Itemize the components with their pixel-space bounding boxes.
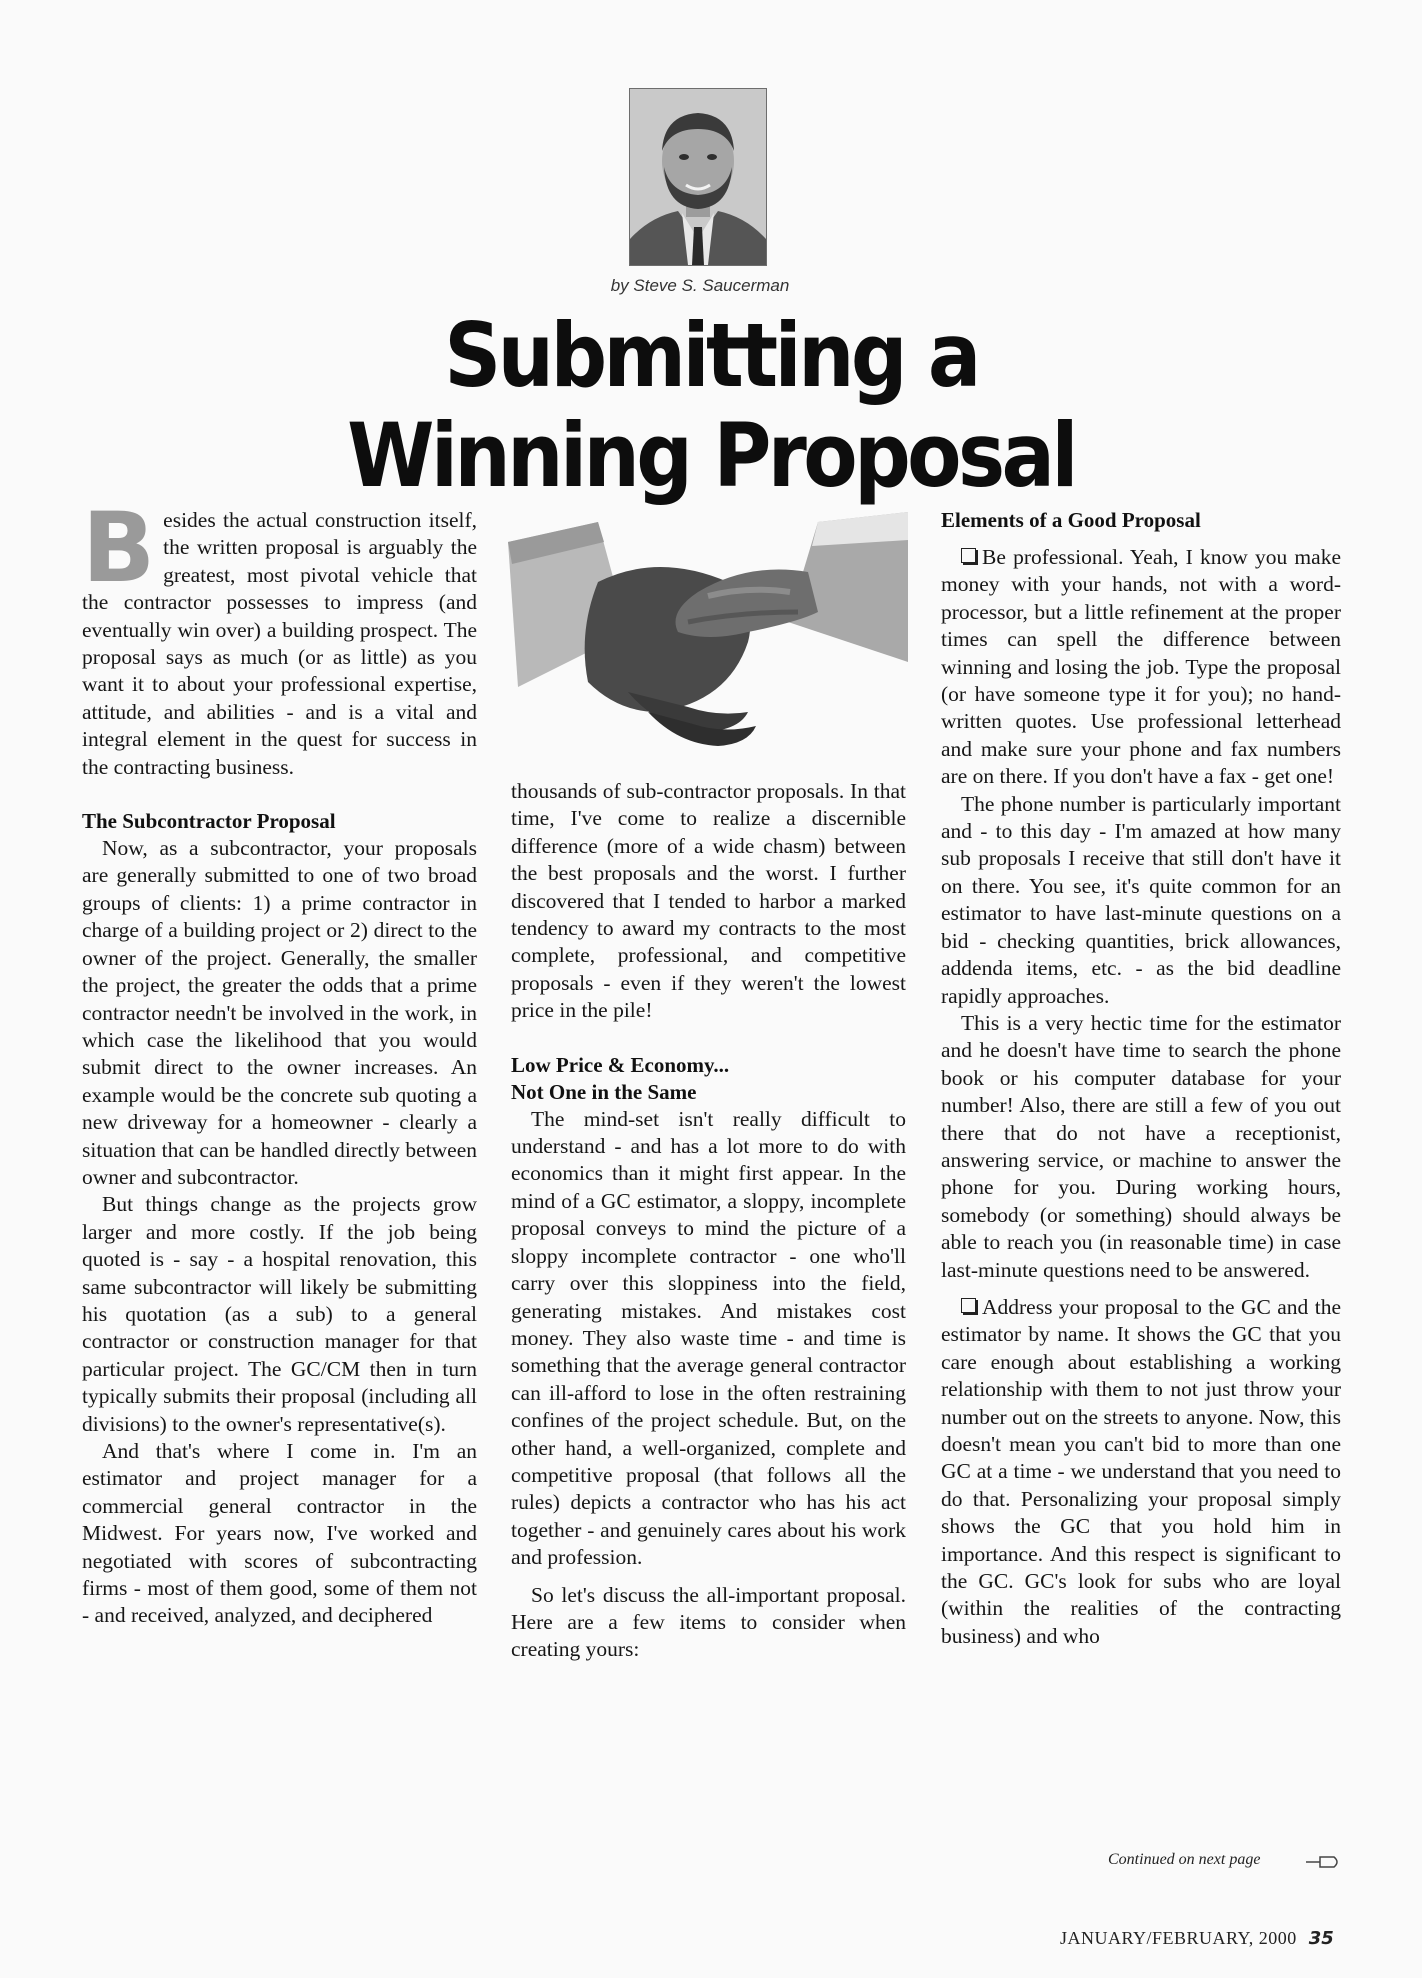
checkbox-bullet-icon — [961, 548, 976, 563]
section-heading-low-price-line-1: Low Price & Economy... — [511, 1052, 730, 1077]
body-paragraph: Now, as a subcontractor, your proposals are generally submitted to one of two broad groups of clients: 1) a prime contractor in charge of a building project or 2) direct to the owner of the project. Generally, the smaller the project, the greater the odds that a prime contractor needn't be involved in the work, in which case the likelihood that you would submit direct to the owner increases. An example would be the concrete sub quoting a new driveway for a homeowner - clearly a situation that can be handled directly between owner and subcontractor. — [82, 836, 477, 1189]
author-portrait — [629, 88, 767, 266]
body-paragraph: The phone number is particularly important and - to this day - I'm amazed at how many sub proposals I receive that still don't have it on there. You see, it's quite common for an estimator to have last-minute questions on a bid - checking quantities, brick allowances, addenda items, etc. - as the bid deadline rapidly approaches. — [941, 791, 1341, 1008]
dropcap: B — [82, 492, 156, 604]
section-heading-elements: Elements of a Good Proposal — [941, 508, 1201, 532]
bullet-paragraph — [941, 1294, 1341, 1650]
intro-text: esides the actual construction itself, the written proposal is arguably the greatest, most pivotal vehicle that the contractor possesses to impress (and eventually win over) a building prospect. The proposal says as much (or as little) as you want it to about your professional expertise, attitude, and abilities - and is a vital and integral element in the quest for success in the contracting business. — [82, 508, 477, 779]
body-paragraph: So let's discuss the all-important proposal. Here are a few items to consider when creating yours: — [511, 1582, 906, 1662]
body-paragraph: The mind-set isn't really difficult to understand - and has a lot more to do with economics than it might first appear. In the mind of a GC estimator, a sloppy, incomplete proposal conveys to mind the picture of a sloppy incomplete contractor - one who'll carry over this sloppiness into the field, generating mistakes. And mistakes cost money. They also waste time - and time is something that the average general contractor can ill-afford to lose in the often restraining confines of the project schedule. But, on the other hand, a well-organized, complete and competitive proposal (that follows all the rules) depicts a contractor who has his act together - and genuinely cares about his work and profession. — [511, 1106, 906, 1570]
body-paragraph: But things change as the projects grow larger and more costly. If the job being quoted is - say - a hospital renovation, this same subcontractor will likely be submitting his quotation (as a sub) to a general contractor or construction manager for that particular project. The GC/CM then in turn typically submits their proposal (including all divisions) to the owner's representative(s). — [82, 1192, 477, 1436]
handshake-icon — [508, 512, 908, 754]
article-title-line-1: Submitting a — [444, 304, 978, 407]
column-1 — [82, 492, 477, 1630]
handshake-illustration — [508, 512, 908, 754]
page-number: 35 — [1308, 1928, 1334, 1949]
issue-date: JANUARY/FEBRUARY, 2000 — [1060, 1928, 1297, 1948]
column-2 — [511, 778, 906, 1664]
byline: by Steve S. Saucerman — [610, 276, 790, 295]
bullet-paragraph — [941, 544, 1341, 791]
arrow-right-icon — [1306, 1854, 1342, 1870]
section-heading-subcontractor-proposal: The Subcontractor Proposal — [82, 809, 336, 834]
column-3 — [941, 507, 1341, 1650]
checkbox-bullet-icon — [961, 1298, 976, 1313]
page-footer — [1060, 1928, 1334, 1949]
article-title — [71, 306, 1351, 506]
section-heading-low-price-line-2: Not One in the Same — [511, 1079, 697, 1104]
author-portrait-icon — [630, 89, 766, 265]
intro-paragraph — [82, 492, 477, 781]
article-title-line-2: Winning Proposal — [347, 404, 1075, 507]
body-paragraph: And that's where I come in. I'm an estimator and project manager for a commercial general contractor in the Midwest. For years now, I've worked and negotiated with scores of subcontracting firms - most of them good, some of them not - and received, analyzed, and deciphered — [82, 1439, 477, 1628]
body-paragraph: This is a very hectic time for the estimator and he doesn't have time to search the phone book or his computer database for your number! Also, there are still a few of you out there that do not have a receptionist, answering service, or machine to answer the phone for you. During working hours, somebody (or something) should always be able to reach you (in reasonable time) in case last-minute questions need to be answered. — [941, 1010, 1341, 1282]
bullet-text: Address your proposal to the GC and the estimator by name. It shows the GC that you care enough about establishing a working relationship with them to not just throw your number out on the streets to anyone. Now, this doesn't mean you can't bid to more than one GC at a time - we understand that you need to do that. Personalizing your proposal simply shows the GC that you hold him in importance. And this respect is significant to the GC. GC's look for subs who are loyal (within the realities of the contracting business) and who — [941, 1294, 1341, 1648]
continued-note: Continued on next page — [1108, 1851, 1261, 1868]
bullet-text: Be professional. Yeah, I know you make money with your hands, not with a word-processor, but a little refinement at the proper times can spell the difference between winning and losing the job. Type the proposal (or have someone type it for you); no hand-written quotes. Use professional letterhead and make sure your phone and fax numbers are on there. If you don't have a fax - get one! — [941, 545, 1341, 789]
body-paragraph: thousands of sub-contractor proposals. In that time, I've come to realize a discernible difference (more of a wide chasm) between the best proposals and the worst. I further discovered that I tended to harbor a marked tendency to award my contracts to the most complete, professional, and competitive proposals - even if they weren't the lowest price in the pile! — [511, 779, 906, 1023]
